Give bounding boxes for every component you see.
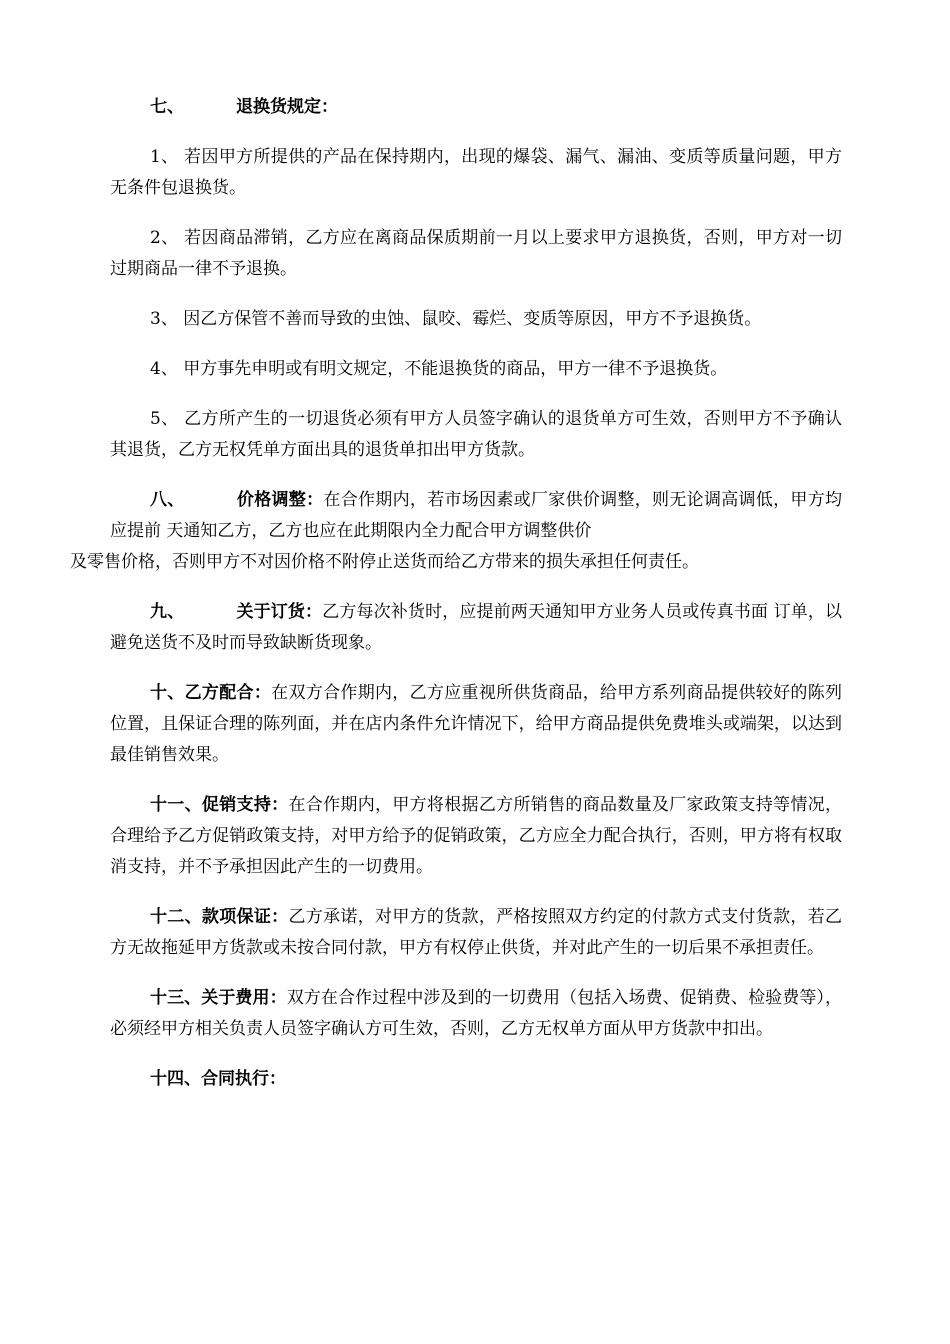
section-14-title: 十四、合同执行：: [150, 1069, 286, 1089]
section-11: [110, 790, 842, 883]
document-page: [70, 92, 843, 1114]
section-9-title: 关于订货：: [236, 602, 323, 622]
section-8-text-2: 及零售价格，否则甲方不对因价格不附停止送货而给乙方带来的损失承担任何责任。: [70, 552, 699, 572]
section-7-item-4: 4、 甲方事先申明或有明文规定，不能退换货的商品，甲方一律不予退换货。: [150, 359, 728, 379]
section-11-text: 在合作期内，甲方将根据乙方所销售的商品数量及厂家政策支持等情况，合理给予乙方促销政策支持，对甲方给予的促销政策，乙方应全力配合执行，否则，甲方将有权取消支持，并不予承担因此产生的一切费用。: [110, 795, 843, 877]
section-9: [110, 597, 842, 659]
section-7-item-3: 3、 因乙方保管不善而导致的虫蚀、鼠咬、霉烂、变质等原因，甲方不予退换货。: [150, 309, 762, 329]
section-10-title: 十、乙方配合：: [150, 683, 272, 703]
section-7-item-5: 5、 乙方所产生的一切退货必须有甲方人员签字确认的退货单方可生效，否则甲方不予确认其退货，乙方无权凭单方面出具的退货单扣出甲方货款。: [110, 409, 842, 460]
section-12-text: 乙方承诺，对甲方的货款，严格按照双方约定的付款方式支付货款，若乙方无故拖延甲方货款或未按合同付款，甲方有权停止供货，并对此产生的一切后果不承担责任。: [110, 907, 843, 958]
section-14: [110, 1064, 842, 1095]
section-10: [110, 678, 842, 771]
section-13-title: 十三、关于费用：: [150, 988, 287, 1008]
section-7-item-2: 2、 若因商品滞销，乙方应在离商品保质期前一月以上要求甲方退换货，否则，甲方对一切过期商品一律不予退换。: [110, 228, 842, 279]
section-13: [110, 983, 842, 1045]
section-12-title: 十二、款项保证：: [150, 907, 289, 927]
section-13-text: 双方在合作过程中涉及到的一切费用（包括入场费、促销费、检验费等），必须经甲方相关负责人员签字确认方可生效，否则，乙方无权单方面从甲方货款中扣出。: [110, 988, 843, 1039]
section-7-title: 退换货规定：: [236, 97, 338, 117]
section-7-number: 七、: [150, 97, 184, 117]
section-8: [70, 485, 843, 578]
section-7-heading: [110, 92, 842, 123]
section-12: [110, 902, 842, 964]
section-8-number: 八、: [150, 490, 185, 510]
section-9-text: 乙方每次补货时，应提前两天通知甲方业务人员或传真书面 订单，以避免送货不及时而导致缺断货现象。: [110, 602, 843, 653]
section-11-title: 十一、促销支持：: [150, 795, 289, 815]
section-7-item-1: 1、 若因甲方所提供的产品在保持期内，出现的爆袋、漏气、漏油、变质等质量问题，甲方无条件包退换货。: [110, 147, 842, 198]
section-10-text: 在双方合作期内，乙方应重视所供货商品，给甲方系列商品提供较好的陈列位置，且保证合理的陈列面，并在店内条件允许情况下，给甲方商品提供免费堆头或端架，以达到最佳销售效果。: [110, 683, 843, 765]
section-8-text-1: 在合作期内，若市场因素或厂家供价调整，则无论调高调低，甲方均应提前 天通知乙方，乙方也应在此期限内全力配合甲方调整供价: [110, 490, 843, 541]
section-9-number: 九、: [150, 602, 185, 622]
section-8-title: 价格调整：: [236, 490, 324, 510]
